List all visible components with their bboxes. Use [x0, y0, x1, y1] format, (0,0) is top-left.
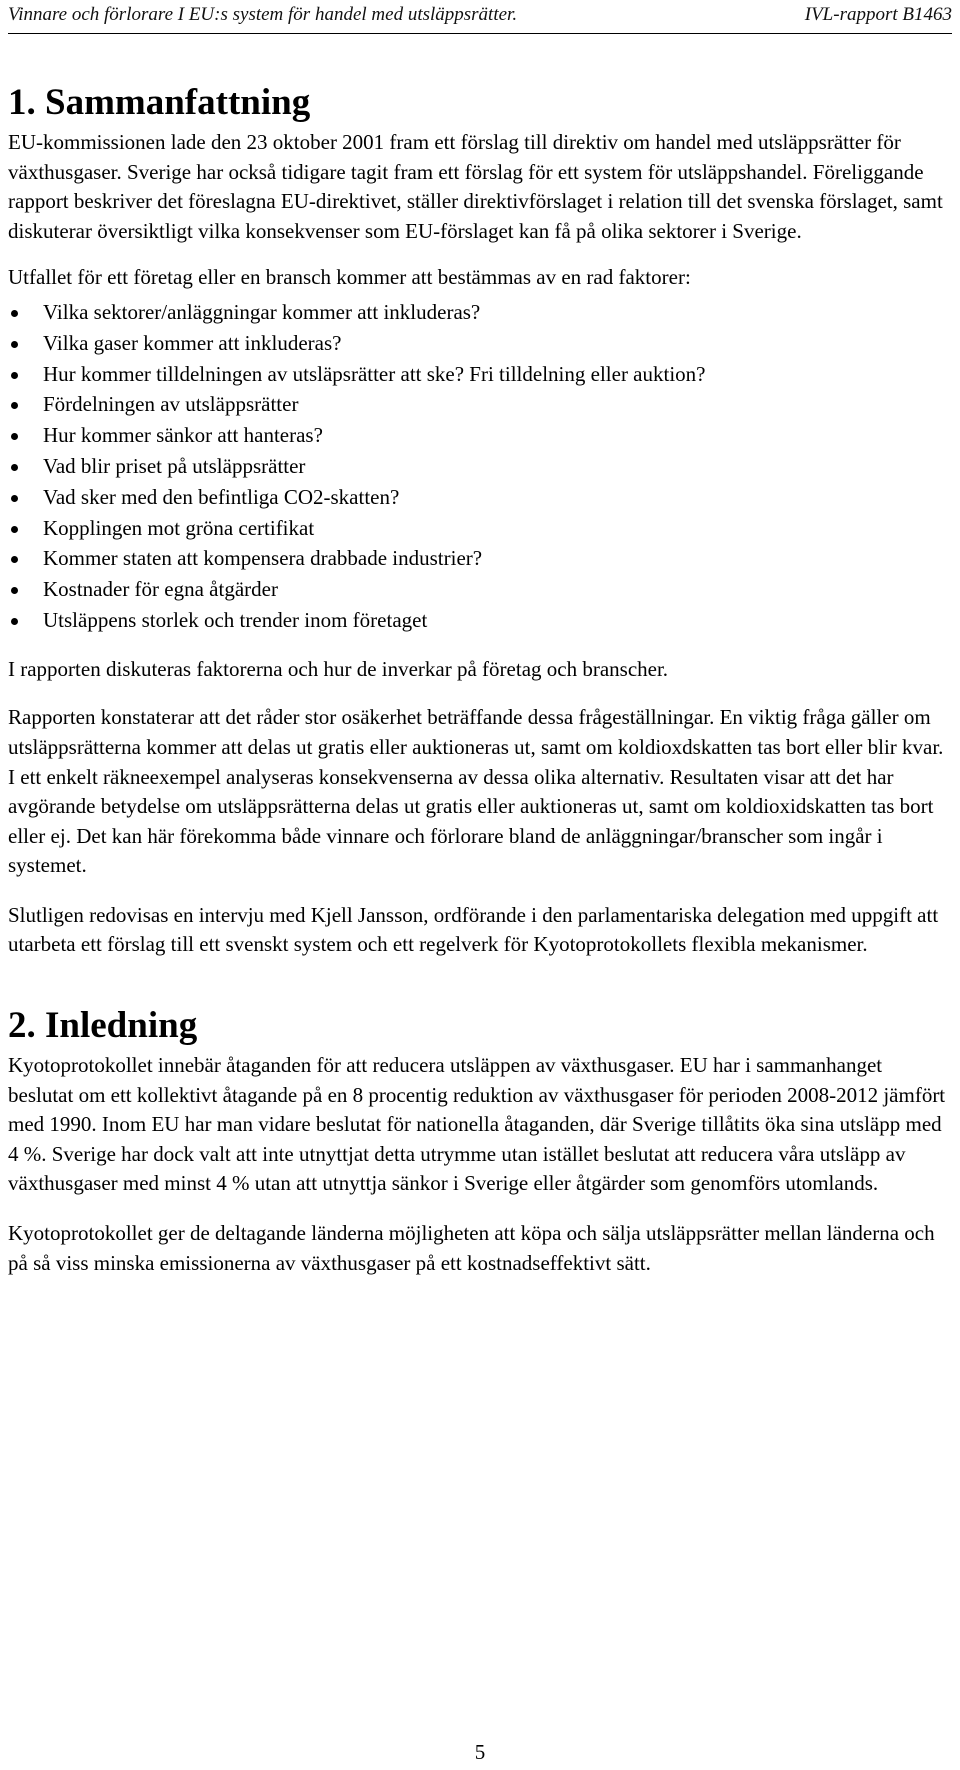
bullet-icon — [11, 618, 18, 625]
summary-paragraph-5: Slutligen redovisas en intervju med Kjell Jansson, ordförande i den parlamentariska delegation med uppgift att utarbeta ett förslag till ett svenskt system och ett regelverk för Kyotoprotokollets flexibla mekanismer. — [8, 902, 939, 957]
list-item: Fördelningen av utsläppsrätter — [8, 389, 952, 420]
bullet-icon — [11, 310, 18, 317]
factors-list — [8, 297, 952, 636]
summary-paragraph-3: I rapporten diskuteras faktorerna och hur de inverkar på företag och branscher. — [8, 656, 669, 681]
list-item: Kommer staten att kompensera drabbade industrier? — [8, 543, 952, 574]
running-header — [8, 4, 952, 26]
factors-intro: Utfallet för ett företag eller en bransch kommer att bestämmas av en rad faktorer: — [8, 265, 691, 290]
bullet-icon — [11, 526, 18, 533]
list-item: Vilka sektorer/anläggningar kommer att inkluderas? — [8, 297, 952, 328]
bullet-icon — [11, 587, 18, 594]
document-body — [8, 82, 952, 1278]
list-item: Vad sker med den befintliga CO2-skatten? — [8, 482, 952, 513]
bullet-icon — [11, 495, 18, 502]
page-number: 5 — [474, 1740, 486, 1764]
summary-paragraph-4: Rapporten konstaterar att det råder stor osäkerhet beträffande dessa frågeställningar. En viktig fråga gäller om utsläppsrätterna kommer att delas ut gratis eller auktioneras ut, samt om koldioxdskatten tas bort eller blir kvar. I ett enkelt räkneexempel analyseras konsekvenserna av dessa olika alternativ. Resultaten visar att det har avgörande betydelse om utsläppsrätterna delas ut gratis eller auktioneras ut, samt om koldioxidskatten tas bort eller ej. Det kan här förekomma både vinnare och förlorare bland de anläggningar/branscher som ingår i systemet. — [8, 705, 944, 878]
bullet-icon — [11, 341, 18, 348]
bullet-icon — [11, 433, 18, 440]
bullet-icon — [11, 372, 18, 379]
list-item: Utsläppens storlek och trender inom företaget — [8, 605, 952, 636]
list-item: Vilka gaser kommer att inkluderas? — [8, 328, 952, 359]
intro-paragraph-2: Kyotoprotokollet ger de deltagande länderna möjligheten att köpa och sälja utsläppsrätter mellan länderna och på så viss minska emissionerna av växthusgaser på ett kostnadseffektivt sätt. — [8, 1221, 935, 1275]
list-item: Kostnader för egna åtgärder — [8, 574, 952, 605]
bullet-icon — [11, 402, 18, 409]
list-item: Vad blir priset på utsläppsrätter — [8, 451, 952, 482]
header-divider — [8, 33, 952, 34]
intro-paragraph-1: Kyotoprotokollet innebär åtaganden för att reducera utsläppen av växthusgaser. EU har i sammanhanget beslutat om ett kollektivt åtagande på en 8 procentig reduktion av växthusgaser för perioden 2008-2012 jämfört med 1990. Inom EU har man vidare beslutat för nationella åtaganden, där Sverige tillåtits öka sina utsläpp med 4 %. Sverige har dock valt att inte utnyttjat detta utrymme utan istället beslutat att reducera våra utsläpp av växthusgaser med minst 4 % utan att utnyttja sänkor i Sverige eller åtgärder som genomförs utomlands. — [8, 1053, 946, 1196]
header-title: Vinnare och förlorare I EU:s system för handel med utsläppsrätter. — [8, 4, 518, 25]
bullet-icon — [11, 464, 18, 471]
list-item: Hur kommer tilldelningen av utsläpsrätter att ske? Fri tilldelning eller auktion? — [8, 359, 952, 390]
section-2-heading: 2. Inledning — [8, 1005, 198, 1047]
section-1-heading: 1. Sammanfattning — [8, 82, 311, 123]
list-item: Hur kommer sänkor att hanteras? — [8, 420, 952, 451]
summary-paragraph-1: EU-kommissionen lade den 23 oktober 2001 fram ett förslag till direktiv om handel med utsläppsrätter för växthusgaser. Sverige har också tidigare tagit fram ett förslag för ett system för utsläppshandel. Föreliggande rapport beskriver det föreslagna EU-direktivet, ställer direktivförslaget i relation till det svenska förslaget, samt diskuterar översiktligt vilka konsekvenser som EU-förslaget kan få på olika sektorer i Sverige. — [8, 130, 943, 243]
header-report-id: IVL-rapport B1463 — [804, 4, 952, 25]
list-item: Kopplingen mot gröna certifikat — [8, 513, 952, 544]
bullet-icon — [11, 556, 18, 563]
